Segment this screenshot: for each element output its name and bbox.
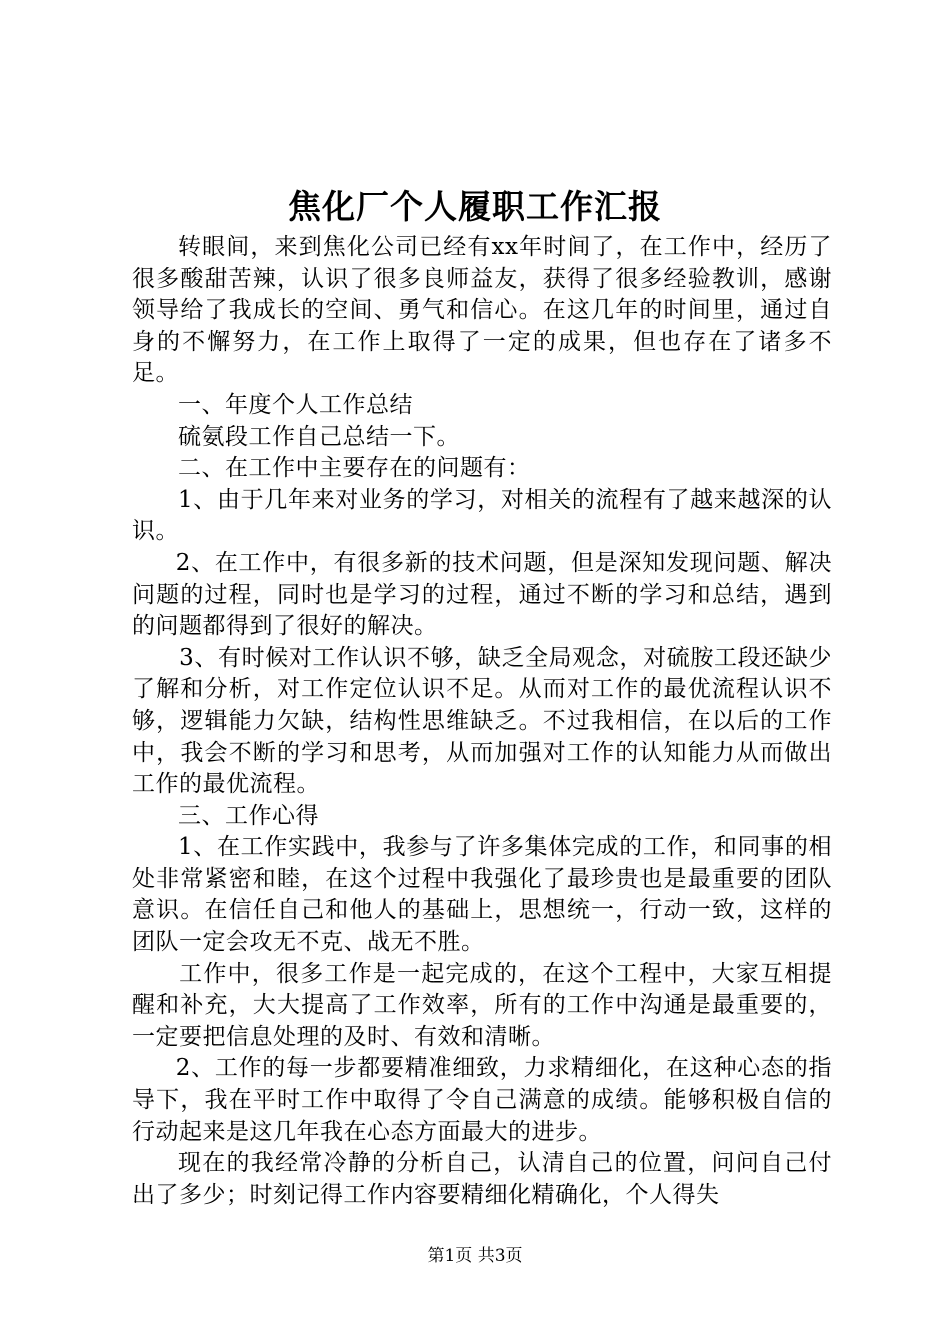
document-body xyxy=(132,232,832,1211)
section-heading-problems: 二、在工作中主要存在的问题有： xyxy=(178,455,531,482)
paragraph-insight-1: 1、在工作实践中，我参与了许多集体完成的工作，和同事的相处非常紧密和睦，在这个过程中我强化了最珍贵也是最重要的团队意识。在信任自己和他人的基础上，思想统一，行动一致，这样的团队一定会攻无不克、战无不胜。 xyxy=(132,834,832,956)
paragraph-problem-2: 2、在工作中，有很多新的技术问题，但是深知发现问题、解决问题的过程，同时也是学习的过程，通过不断的学习和总结，遇到的问题都得到了很好的解决。 xyxy=(132,549,832,640)
paragraph-intro: 转眼间，来到焦化公司已经有xx年时间了，在工作中，经历了很多酸甜苦辣，认识了很多良师益友，获得了很多经验教训，感谢领导给了我成长的空间、勇气和信心。在这几年的时间里，通过自身的不懈努力，在工作上取得了一定的成果，但也存在了诸多不足。 xyxy=(132,234,832,387)
document-title: 焦化厂个人履职工作汇报 xyxy=(288,187,662,226)
paragraph-insight-teamwork: 工作中，很多工作是一起完成的，在这个工程中，大家互相提醒和补充，大大提高了工作效率，所有的工作中沟通是最重要的，一定要把信息处理的及时、有效和清晰。 xyxy=(132,960,832,1050)
section-heading-insights: 三、工作心得 xyxy=(178,802,319,829)
paragraph-problem-3: 3、有时候对工作认识不够，缺乏全局观念，对硫胺工段还缺少了解和分析，对工作定位认识不足。从而对工作的最优流程认识不够，逻辑能力欠缺，结构性思维缺乏。不过我相信，在以后的工作中，我会不断的学习和思考，从而加强对工作的认知能力从而做出工作的最优流程。 xyxy=(132,644,832,798)
paragraph-summary: 硫氨段工作自己总结一下。 xyxy=(178,423,460,450)
paragraph-problem-1: 1、由于几年来对业务的学习，对相关的流程有了越来越深的认识。 xyxy=(132,486,832,545)
paragraph-insight-2: 2、工作的每一步都要精准细致，力求精细化，在这种心态的指导下，我在平时工作中取得了令自己满意的成绩。能够积极自信的行动起来是这几年我在心态方面最大的进步。 xyxy=(132,1055,832,1145)
section-heading-summary: 一、年度个人工作总结 xyxy=(178,391,413,418)
page-footer: 第1页 共3页 xyxy=(427,1246,523,1266)
paragraph-reflection: 现在的我经常冷静的分析自己，认清自己的位置，问问自己付出了多少；时刻记得工作内容要精细化精确化，个人得失 xyxy=(132,1150,832,1208)
